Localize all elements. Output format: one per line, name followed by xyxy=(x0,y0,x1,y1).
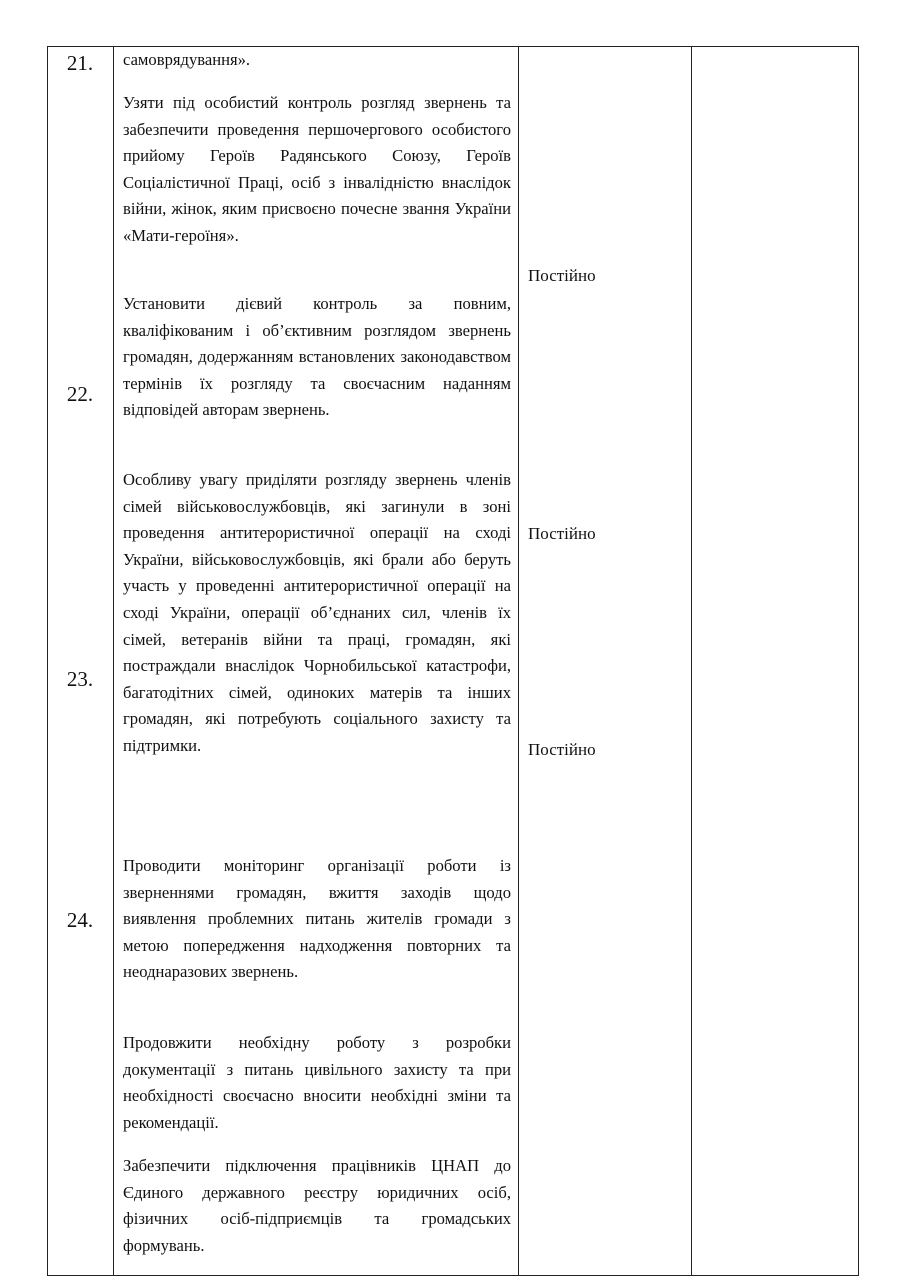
column-divider-measure xyxy=(518,46,519,1276)
term-permanent: Постійно xyxy=(528,740,596,759)
measure-text-cnap-registry: Забезпечити підключення працівників ЦНАП до Єдиного державного реєстру юридичних осіб, фізичних осіб-підприємців та громадських формувань. xyxy=(123,1156,511,1255)
term-permanent: Постійно xyxy=(528,524,596,543)
column-divider-number xyxy=(113,46,114,1276)
term-permanent: Постійно xyxy=(528,266,596,285)
measure-text-veterans-reception: Узяти під особистий контроль розгляд звернень та забезпечити проведення першочергового особистого прийому Героїв Радянського Союзу, Героїв Соціалістичної Праці, осіб з інвалідністю внаслідок війни, жінок, яким присвоєно почесне звання України «Мати-героїня». xyxy=(123,93,511,245)
measure-text-continuation: самоврядування». xyxy=(123,50,251,69)
measure-text-monitoring: Проводити моніторинг організації роботи із зверненнями громадян, вжиття заходів щодо виявлення проблемних питань жителів громади з метою попередження надходження повторних та неоднаразових звернень. xyxy=(123,856,511,982)
row-number-24: 24. xyxy=(66,908,94,932)
measure-text-appeals-control: Установити дієвий контроль за повним, кваліфікованим і об’єктивним розглядом звернень громадян, додержанням встановлених законодавством термінів їх розгляду та своєчасним наданням відповідей авторам звернень. xyxy=(123,294,511,420)
measure-text-civil-protection: Продовжити необхідну роботу з розробки документації з питань цивільного захисту та при необхідності своєчасно вносити необхідні зміни та рекомендації. xyxy=(123,1033,511,1132)
measure-text-military-families: Особливу увагу приділяти розгляду звернень членів сімей військовослужбовців, які загинули в зоні проведення антитерористичної операції на сході України, військовослужбовців, які брали або беруть участь у проведенні антитерористичної операції на сході України, операції об’єднаних сил, членів їх сімей, ветеранів війни та праці, громадян, які постраждали внаслідок Чорнобильської катастрофи, багатодітних сімей, одиноких матерів та інших громадян, які потребують соціального захисту та підтримки. xyxy=(123,470,511,755)
column-divider-term xyxy=(691,46,692,1276)
row-number-22: 22. xyxy=(66,382,94,406)
row-number-23: 23. xyxy=(66,667,94,691)
row-number-21: 21. xyxy=(66,51,94,75)
